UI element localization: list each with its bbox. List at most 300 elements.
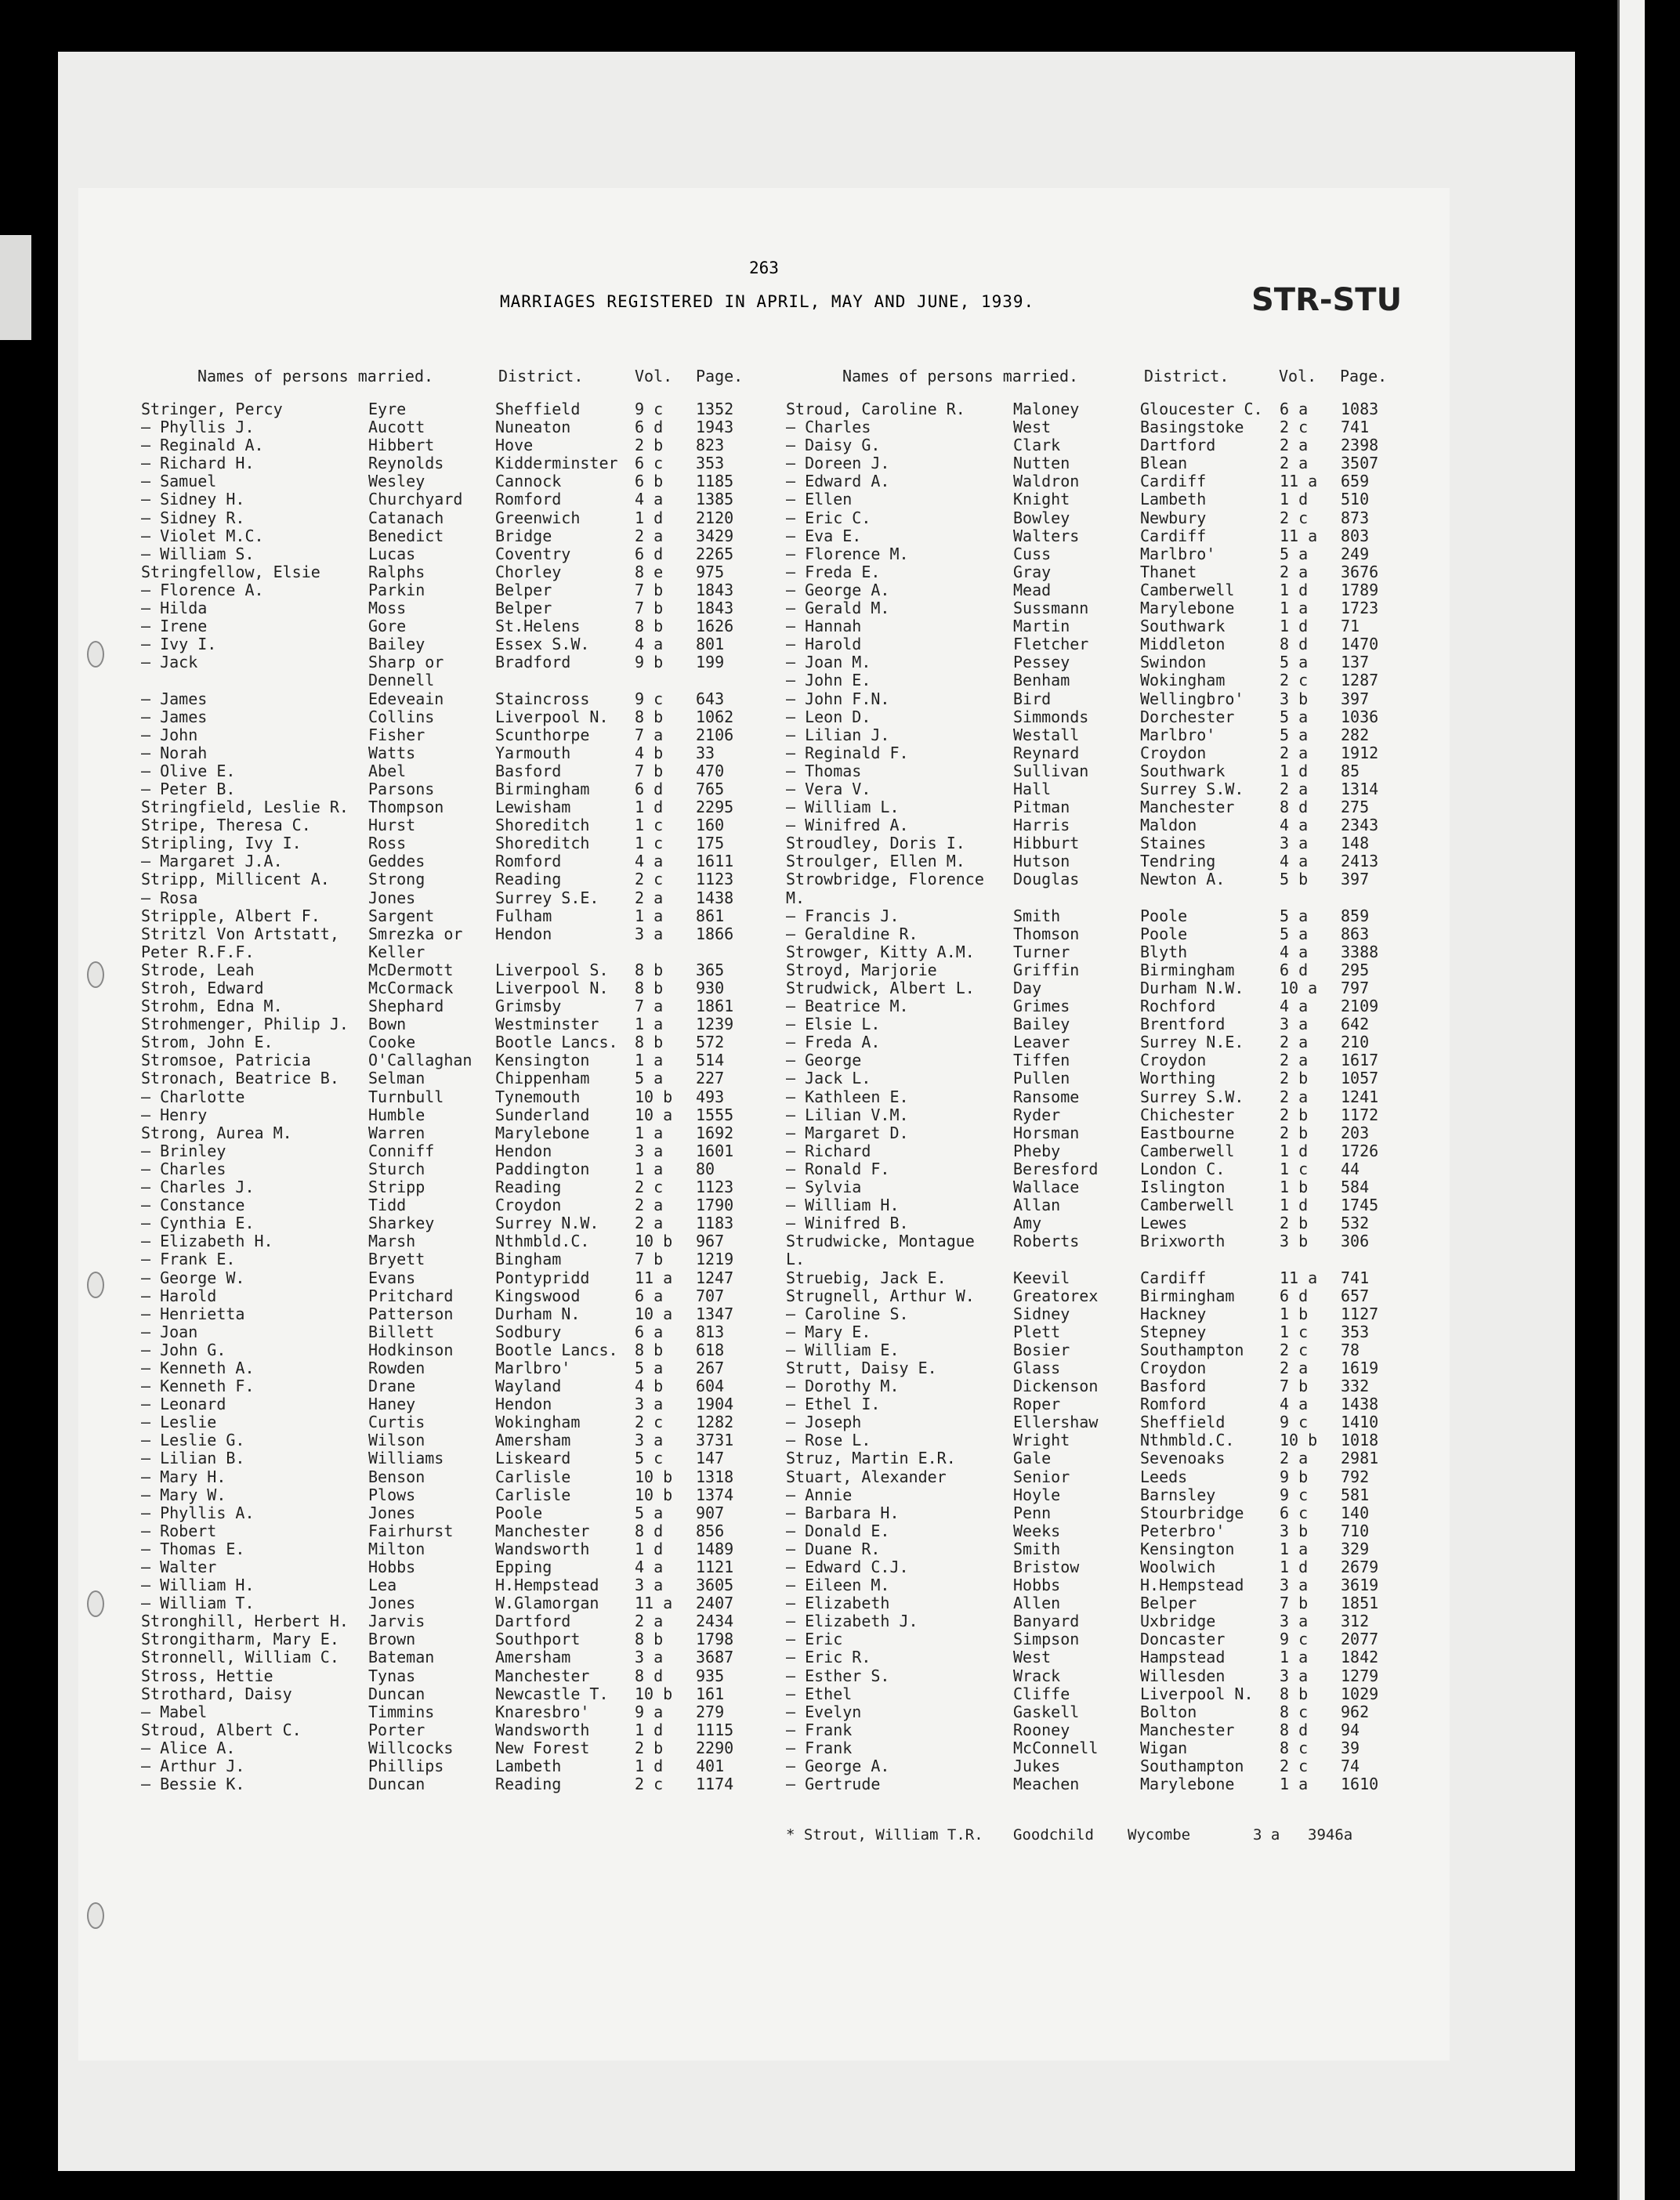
entry-page: 1123 [696,870,734,889]
entry-page: 1851 [1341,1594,1379,1613]
entry-name: — Joan M. [786,653,871,672]
register-entry [786,1124,1397,1142]
entry-spouse-surname: Leaver [1013,1033,1070,1052]
entry-volume: 1 b [1280,1304,1309,1323]
entry-page: 514 [696,1051,725,1070]
entry-spouse-surname: Strong [368,870,425,889]
entry-volume: 2 b [1280,1214,1309,1233]
register-entry [141,671,752,689]
entry-district: Dartford [1140,436,1216,455]
entry-district: Dartford [495,1612,571,1631]
entry-volume: 1 a [635,1159,664,1178]
entry-page: 1489 [696,1539,734,1558]
entry-spouse-surname: Benedict [368,526,444,545]
entry-name: — Ronald F. [786,1159,890,1178]
entry-spouse-surname: Brown [368,1630,416,1649]
entry-volume: 1 d [1280,580,1309,599]
header-vol: Vol. [635,367,673,385]
entry-name: — Florence M. [786,544,909,563]
entry-district: Maldon [1140,816,1197,835]
register-entry [141,436,752,454]
entry-volume: 7 a [635,725,664,744]
punch-hole-icon [87,1272,104,1298]
punch-hole-icon [87,961,104,988]
entry-district: Manchester [495,1521,590,1540]
entry-volume: 8 d [635,1521,664,1540]
entry-name: Stromsoe, Patricia [141,1051,311,1070]
register-entry [141,490,752,508]
page-title: MARRIAGES REGISTERED IN APRIL, MAY AND JUNE, 1939. [500,292,1035,311]
entry-page: 1018 [1341,1431,1379,1450]
entry-district: Belper [495,580,552,599]
entry-volume: 5 a [635,1358,664,1377]
entry-volume: 2 a [635,526,664,545]
entry-spouse-surname: Haney [368,1395,416,1414]
entry-spouse-surname: Simpson [1013,1630,1080,1649]
entry-spouse-surname: Sidney [1013,1304,1070,1323]
register-entry [141,1359,752,1377]
entry-district: Reading [495,1178,562,1197]
register-entry [786,1431,1397,1449]
entry-name: — William H. [141,1576,255,1595]
entry-volume: 8 d [1280,1720,1309,1739]
entry-volume: 1 b [1280,1178,1309,1197]
entry-volume: 7 b [635,580,664,599]
entry-district: London C. [1140,1159,1226,1178]
entry-name: — Leslie G. [141,1431,245,1450]
entry-name: Stritzl Von Artstatt, [141,924,339,943]
entry-district: Hendon [495,1395,552,1414]
register-entry [141,418,752,436]
entry-volume: 6 d [635,418,664,437]
entry-volume: 8 b [635,1630,664,1649]
entry-volume: 2 a [1280,1087,1309,1106]
entry-district: H.Hempstead [495,1576,599,1595]
entry-district: Gloucester C. [1140,400,1263,418]
register-entry [141,979,752,997]
register-entry [141,1250,752,1268]
entry-district: Camberwell [1140,580,1235,599]
register-entry [786,1323,1397,1341]
register-entry [141,961,752,979]
entry-name: — Francis J. [786,906,900,925]
entry-name: — John E. [786,671,871,690]
entry-page: 249 [1341,544,1370,563]
entry-spouse-surname: Lucas [368,544,416,563]
entry-volume: 2 c [635,870,664,889]
entry-volume: 3 b [1280,1521,1309,1540]
entry-name: — James [141,689,208,708]
entry-volume: 7 b [635,1250,664,1269]
register-entry [786,1702,1397,1721]
entry-spouse-surname: Allen [1013,1594,1061,1613]
entry-district: St.Helens [495,617,581,636]
entry-name: — Winifred B. [786,1214,909,1233]
register-entry [141,870,752,888]
entry-volume: 5 a [1280,544,1309,563]
entry-volume: 1 d [635,798,664,817]
entry-spouse-surname: Tynas [368,1666,416,1685]
entry-name: — Kathleen E. [786,1087,909,1106]
entry-page: 1062 [696,707,734,726]
register-entry [141,762,752,780]
entry-name: Strothard, Daisy [141,1684,292,1703]
entry-district: Belper [1140,1594,1197,1613]
entry-name: Stroudley, Doris I. [786,834,965,853]
register-entry [141,1594,752,1612]
entry-volume: 4 b [635,743,664,762]
register-entry [141,1124,752,1142]
register-entry [141,1377,752,1395]
entry-district: Bootle Lancs. [495,1033,618,1052]
entry-page: 1904 [696,1395,734,1414]
entry-page: 1174 [696,1775,734,1794]
entry-name: — Leonard [141,1395,226,1414]
entry-district: Lewes [1140,1214,1188,1233]
entry-name: — Thomas [786,761,862,780]
entry-page: 1798 [696,1630,734,1649]
entry-volume: 4 a [635,852,664,871]
entry-volume: 1 a [635,1015,664,1034]
entry-district: Poole [1140,906,1188,925]
entry-name: — Jack [141,653,198,672]
entry-volume: 10 b [635,1087,673,1106]
entry-name: — Sylvia [786,1178,862,1197]
entry-volume: 2 a [1280,562,1309,581]
entry-spouse-surname: Collins [368,707,435,726]
entry-page: 1287 [1341,671,1379,690]
entry-spouse-surname: Reynolds [368,454,444,473]
entry-page: 306 [1341,1232,1370,1251]
entry-district: Durham N.W. [1140,979,1244,997]
entry-name: — Ivy I. [141,635,217,654]
entry-district: Scunthorpe [495,725,590,744]
entry-district: Greenwich [495,508,581,527]
footnote-vol: 3 a [1253,1826,1280,1844]
register-entry [786,472,1397,490]
entry-spouse-surname: Gale [1013,1449,1052,1468]
entry-district: Wayland [495,1377,562,1396]
entry-page: 1241 [1341,1087,1379,1106]
entry-district: Newcastle T. [495,1684,609,1703]
entry-district: Lewisham [495,798,571,817]
entry-district: Hendon [495,1141,552,1160]
register-entry [141,852,752,870]
entry-district: Marylebone [1140,1775,1235,1794]
entry-spouse-surname: Sharp or [368,653,444,672]
register-entry [786,1250,1397,1268]
entry-spouse-surname: Keevil [1013,1268,1070,1287]
entry-name: — Ethel [786,1684,853,1703]
entry-spouse-surname: Wallace [1013,1178,1080,1197]
entry-name: — Dorothy M. [786,1377,900,1396]
entry-volume: 2 b [1280,1069,1309,1088]
entry-district: Uxbridge [1140,1612,1216,1631]
register-entry [141,1612,752,1630]
entry-name: Struebig, Jack E. [786,1268,947,1287]
entry-volume: 11 a [635,1268,673,1287]
entry-volume: 9 c [635,400,664,418]
entry-district: Willesden [1140,1666,1226,1685]
entry-page: 510 [1341,490,1370,509]
entry-district: Leeds [1140,1467,1188,1486]
entry-volume: 2 a [1280,743,1309,762]
entry-district: Nuneaton [495,418,571,437]
register-entry [786,1757,1397,1775]
entry-name: — Vera V. [786,779,871,798]
entry-district: W.Glamorgan [495,1594,599,1613]
entry-volume: 1 a [1280,1539,1309,1558]
register-entry [786,1268,1397,1286]
entry-name: — Elizabeth H. [141,1232,273,1251]
register-entry [786,1666,1397,1684]
entry-page: 33 [696,743,715,762]
entry-district: H.Hempstead [1140,1576,1244,1595]
entry-district: Hampstead [1140,1648,1226,1667]
register-entry [141,1395,752,1413]
entry-volume: 5 a [1280,906,1309,925]
entry-name: — Edward A. [786,472,890,491]
entry-district: Barnsley [1140,1485,1216,1504]
entry-spouse-surname: Jones [368,1503,416,1522]
entry-district: Blyth [1140,942,1188,961]
entry-volume: 6 c [1280,1503,1309,1522]
entry-name: — Mary H. [141,1467,226,1486]
entry-volume: 2 a [635,1612,664,1631]
entry-page: 962 [1341,1702,1370,1721]
entry-page: 1029 [1341,1684,1379,1703]
entry-page: 3429 [696,526,734,545]
register-entry [786,1449,1397,1467]
entry-district: Surrey N.E. [1140,1033,1244,1052]
entry-district: Southampton [1140,1340,1244,1359]
entry-spouse-surname: Senior [1013,1467,1070,1486]
register-entry [141,744,752,762]
register-entry [141,1431,752,1449]
entry-spouse-surname: Watts [368,743,416,762]
entry-spouse-surname: Maloney [1013,400,1080,418]
register-entry [786,1051,1397,1069]
entry-spouse-surname: Edeveain [368,689,444,708]
footnote-spouse: Goodchild [1013,1826,1094,1844]
entry-page: 1036 [1341,707,1379,726]
left-column [141,400,752,1793]
register-entry [786,834,1397,852]
entry-spouse-surname: Bailey [1013,1015,1070,1034]
entry-spouse-surname: Thomson [1013,924,1080,943]
entry-name: — Jack L. [786,1069,871,1088]
entry-district: Bootle Lancs. [495,1340,618,1359]
entry-volume: 6 b [635,472,664,491]
entry-page: 1843 [696,580,734,599]
register-entry [141,1739,752,1757]
entry-volume: 2 a [1280,1358,1309,1377]
entry-district: Bolton [1140,1702,1197,1721]
entry-page: 74 [1341,1757,1360,1776]
entry-spouse-surname: Hutson [1013,852,1070,871]
register-entry [786,961,1397,979]
entry-page: 765 [696,779,725,798]
entry-page: 707 [696,1286,725,1305]
entry-name: Strutt, Daisy E. [786,1358,937,1377]
entry-page: 397 [1341,689,1370,708]
register-entry [786,1304,1397,1323]
entry-district: Bingham [495,1250,562,1269]
entry-volume: 2 a [1280,1033,1309,1052]
entry-volume: 3 a [1280,1576,1309,1595]
entry-spouse-surname: Hobbs [368,1558,416,1576]
entry-page: 279 [696,1702,725,1721]
entry-district: Kidderminster [495,454,618,473]
entry-district: Worthing [1140,1069,1216,1088]
entry-page: 2290 [696,1738,734,1757]
entry-page: 873 [1341,508,1370,527]
entry-name: — George A. [786,580,890,599]
entry-name: — Phyllis A. [141,1503,255,1522]
entry-district: Manchester [1140,798,1235,817]
entry-district: Camberwell [1140,1141,1235,1160]
register-entry [141,1757,752,1775]
entry-district: Middleton [1140,635,1226,654]
register-entry [786,1540,1397,1558]
entry-spouse-surname: Duncan [368,1775,425,1794]
entry-name: — Norah [141,743,208,762]
entry-page: 907 [696,1503,725,1522]
entry-district: Islington [1140,1178,1226,1197]
entry-volume: 10 a [1280,979,1318,997]
entry-page: 1790 [696,1196,734,1215]
entry-volume: 4 b [635,1377,664,1396]
entry-district: Brixworth [1140,1232,1226,1251]
entry-spouse-surname: Warren [368,1123,425,1142]
entry-page: 3507 [1341,454,1379,473]
entry-name: — Samuel [141,472,217,491]
entry-name: — Frank [786,1720,853,1739]
entry-spouse-surname: Tidd [368,1196,407,1215]
entry-page: 1619 [1341,1358,1379,1377]
entry-spouse-surname: Sharkey [368,1214,435,1233]
entry-name: Struz, Martin E.R. [786,1449,956,1468]
entry-district: Basingstoke [1140,418,1244,437]
entry-district: Marlbro' [1140,544,1216,563]
entry-name: — Donald E. [786,1521,890,1540]
entry-name: — Richard H. [141,454,255,473]
entry-volume: 11 a [1280,1268,1318,1287]
entry-spouse-surname: Jones [368,888,416,907]
entry-spouse-surname: Hall [1013,779,1052,798]
entry-page: 741 [1341,418,1370,437]
entry-volume: 10 a [635,1105,673,1124]
entry-district: Wandsworth [495,1720,590,1739]
entry-volume: 2 b [635,1738,664,1757]
entry-volume: 2 c [1280,1340,1309,1359]
page-number: 263 [749,259,779,277]
entry-page: 1121 [696,1558,734,1576]
entry-volume: 5 b [1280,870,1309,889]
entry-district: Eastbourne [1140,1123,1235,1142]
entry-name: — Sidney R. [141,508,245,527]
register-entry [141,1341,752,1359]
entry-volume: 1 d [635,1757,664,1776]
register-entry [141,617,752,635]
entry-name: — Richard [786,1141,871,1160]
entry-district: Liverpool S. [495,960,609,979]
register-entry [141,906,752,925]
entry-name: — Robert [141,1521,217,1540]
entry-name: Stripp, Millicent A. [141,870,330,889]
entry-page: 2265 [696,544,734,563]
entry-page: 2413 [1341,852,1379,871]
register-entry [786,617,1397,635]
register-entry [141,526,752,545]
register-entry [141,997,752,1015]
entry-volume: 2 c [1280,508,1309,527]
entry-page: 1470 [1341,635,1379,654]
entry-district: Kingswood [495,1286,581,1305]
entry-page: 1282 [696,1413,734,1432]
entry-name: Stronach, Beatrice B. [141,1069,339,1088]
entry-district: Knaresbro' [495,1702,590,1721]
entry-district: Fulham [495,906,552,925]
entry-volume: 3 b [1280,1232,1309,1251]
entry-page: 94 [1341,1720,1360,1739]
entry-name: — Rose L. [786,1431,871,1450]
entry-name: — Barbara H. [786,1503,900,1522]
entry-page: 44 [1341,1159,1360,1178]
register-entry [141,454,752,472]
entry-page: 967 [696,1232,725,1251]
entry-district: Shoreditch [495,816,590,835]
entry-spouse-surname: Stripp [368,1178,425,1197]
entry-spouse-surname: Wrack [1013,1666,1061,1685]
entry-volume: 6 a [635,1286,664,1305]
register-entry [141,599,752,617]
entry-name: — Hilda [141,599,208,618]
entry-volume: 8 b [635,979,664,997]
entry-spouse-surname: Bristow [1013,1558,1080,1576]
entry-page: 1318 [696,1467,734,1486]
entry-district: Carlisle [495,1467,571,1486]
entry-volume: 5 a [1280,924,1309,943]
entry-page: 643 [696,689,725,708]
entry-name: — Eric C. [786,508,871,527]
register-entry [786,526,1397,545]
register-entry [786,599,1397,617]
entry-volume: 3 a [1280,1612,1309,1631]
register-entry [141,925,752,943]
entry-spouse-surname: Ransome [1013,1087,1080,1106]
entry-spouse-surname: Selman [368,1069,425,1088]
entry-page: 295 [1341,960,1370,979]
register-entry [786,943,1397,961]
register-entry [141,1033,752,1051]
entry-district: Wigan [1140,1738,1188,1757]
register-entry [141,1666,752,1684]
entry-name: — Brinley [141,1141,226,1160]
entry-page: 859 [1341,906,1370,925]
entry-district: Cardiff [1140,526,1207,545]
entry-spouse-surname: Moss [368,599,407,618]
entry-spouse-surname: Douglas [1013,870,1080,889]
footnote-district: Wycombe [1128,1826,1191,1844]
entry-district: Marylebone [495,1123,590,1142]
entry-district: Basford [495,761,562,780]
register-entry [786,925,1397,943]
register-entry [141,472,752,490]
entry-name: Strohm, Edna M. [141,997,283,1016]
entry-spouse-surname: Curtis [368,1413,425,1432]
entry-name: — Alice A. [141,1738,236,1757]
